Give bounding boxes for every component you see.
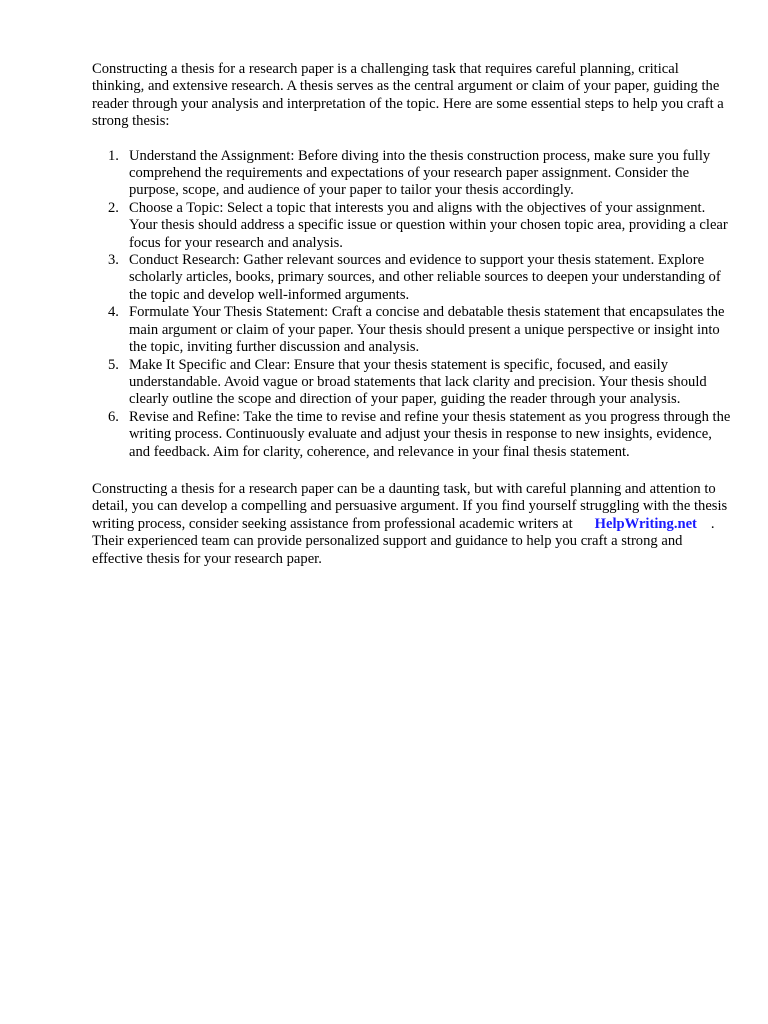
- step-text: Revise and Refine: Take the time to revise and refine your thesis statement as you progress through the writing process. Continuously evaluate and adjust your thesis in response to new insights, evidence, and feedback. Aim for clarity, coherence, and relevance in your final thesis statement.: [129, 408, 731, 460]
- step-text: Choose a Topic: Select a topic that interests you and aligns with the objectives of your assignment. Your thesis should address a specific issue or question within your chosen topic area, providing a clear focus for your research and analysis.: [129, 199, 728, 251]
- step-text: Formulate Your Thesis Statement: Craft a concise and debatable thesis statement that encapsulates the main argument or claim of your paper. Your thesis should present a unique perspective or insight into the topic, inviting further discussion and analysis.: [129, 304, 725, 356]
- closing-text-after-link: . Their experienced team can provide personalized support and guidance to help you craft a strong and effective thesis for your research paper.: [92, 515, 715, 567]
- list-item: [92, 252, 732, 304]
- intro-paragraph: Constructing a thesis for a research paper is a challenging task that requires careful planning, critical thinking, and extensive research. A thesis serves as the central argument or claim of your paper, guiding the reader through your analysis and interpretation of the topic. Here are some essential steps to help you craft a strong thesis:: [92, 61, 724, 130]
- list-item: [92, 357, 732, 409]
- step-text: Conduct Research: Gather relevant sources and evidence to support your thesis statement. Explore scholarly articles, books, primary sources, and other reliable sources to deepen your understanding of the topic and develop well-informed arguments.: [129, 252, 721, 303]
- helpwriting-link[interactable]: HelpWriting.net: [594, 515, 697, 532]
- step-number: 6.: [108, 408, 119, 425]
- step-number: 1.: [108, 147, 119, 164]
- closing-text-before-link: Constructing a thesis for a research paper can be a daunting task, but with careful planning and attention to detail, you can develop a compelling and persuasive argument. If you find yourself struggling with the thesis writing process, consider seeking assistance from professional academic writers at: [92, 480, 728, 532]
- closing-paragraph: [92, 481, 732, 568]
- step-number: 2.: [108, 199, 119, 216]
- step-text: Understand the Assignment: Before diving into the thesis construction process, make sure you fully comprehend the requirements and expectations of your research paper assignment. Consider the purpose, scope, and audience of your paper to tailor your thesis accordingly.: [129, 147, 711, 199]
- list-item: [92, 304, 732, 356]
- steps-list: [92, 148, 732, 461]
- list-item: [92, 409, 732, 461]
- step-number: 4.: [108, 304, 119, 321]
- step-number: 5.: [108, 356, 119, 373]
- list-item: [92, 148, 732, 200]
- step-text: Make It Specific and Clear: Ensure that your thesis statement is specific, focused, and easily understandable. Avoid vague or broad statements that lack clarity and precision. Your thesis should clearly outline the scope and direction of your paper, guiding the reader through your analysis.: [129, 356, 707, 408]
- step-number: 3.: [108, 252, 119, 269]
- document-page: [92, 61, 732, 568]
- list-item: [92, 200, 732, 252]
